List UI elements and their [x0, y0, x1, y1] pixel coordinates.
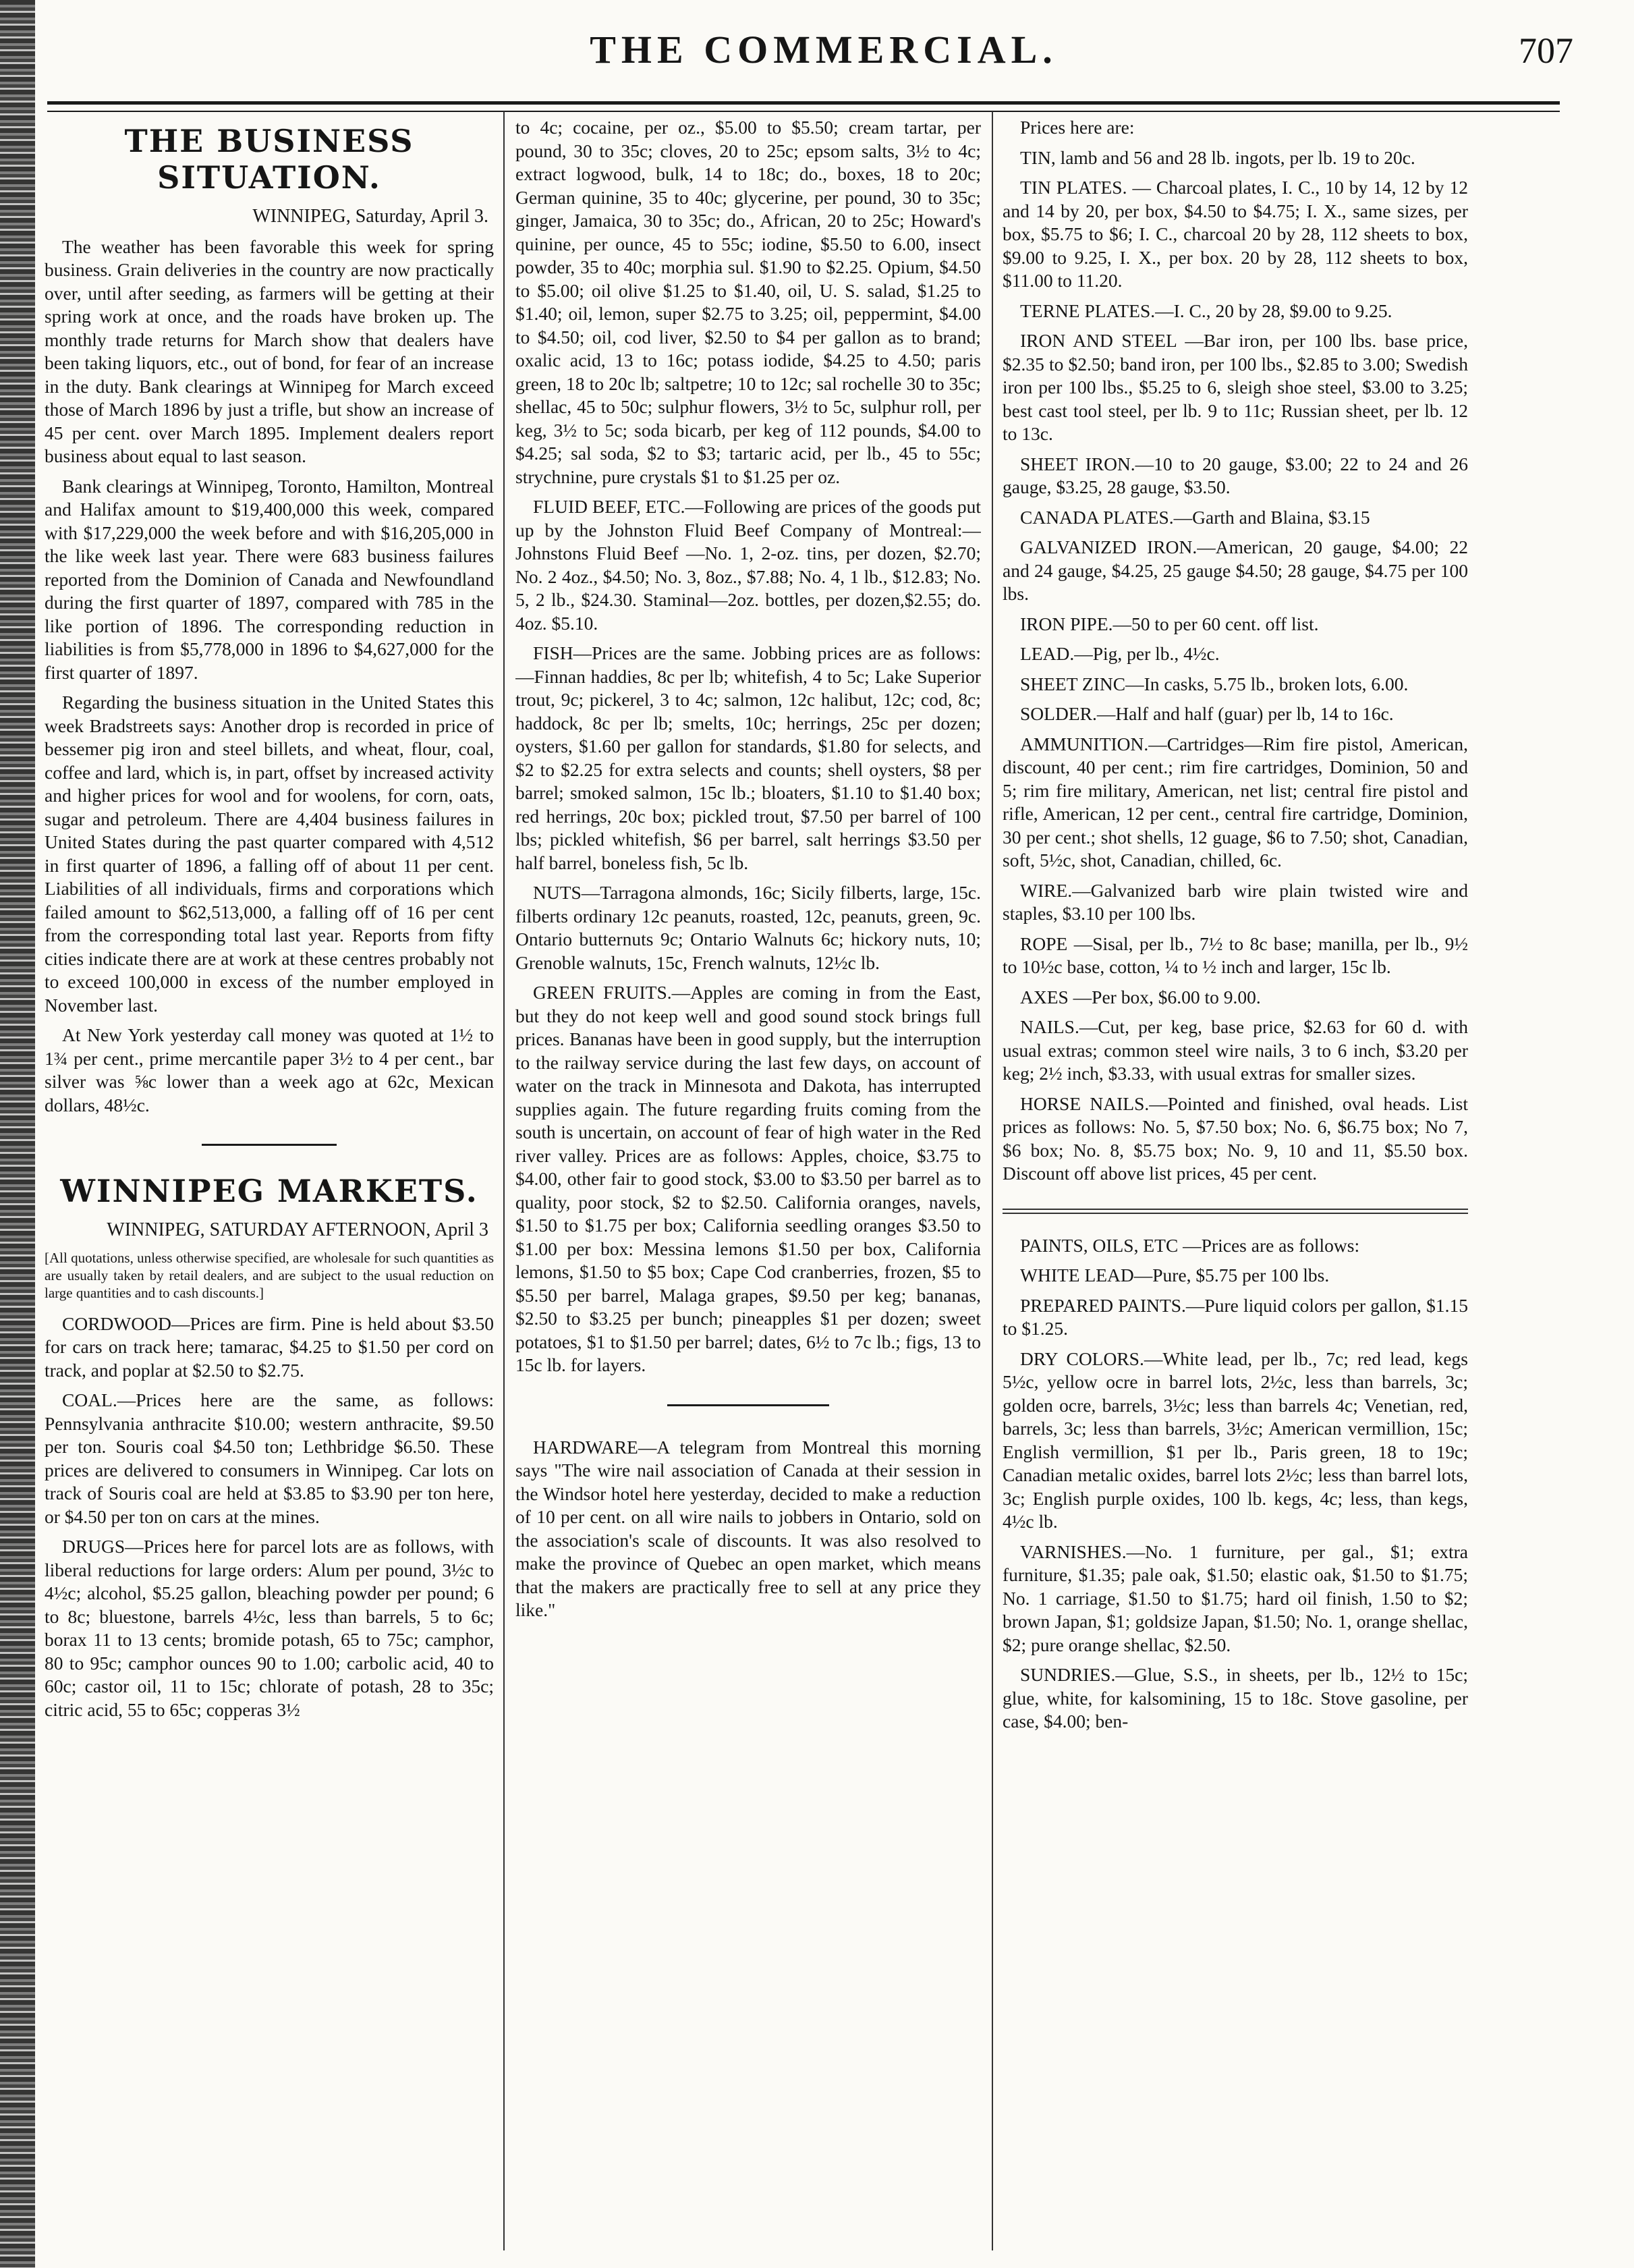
article-paragraph: The weather has been favorable this week for spring business. Grain deliveries in the country are now practically over, until after seeding, as farmers will be getting at their spring work at once, and the roads have broken up. The monthly trade returns for March show that dealers have been taking liquors, etc., out of bond, for fear of an increase in the duty. Bank clearings at Winnipeg for March exceed those of March 1896 by just a trifle, but show an increase of 45 per cent. over March 1895. Implement dealers report business about equal to last season.	[45, 236, 494, 466]
column-divider	[992, 111, 993, 2250]
market-paragraph: GALVANIZED IRON.—American, 20 gauge, $4.00; 22 and 24 gauge, $4.25, 25 gauge $4.50; 28 gauge, $4.75 per 100 lbs.	[1003, 536, 1468, 604]
market-paragraph: NUTS—Tarragona almonds, 16c; Sicily filberts, large, 15c. filberts ordinary 12c peanuts, roasted, 12c, peanuts, green, 9c. Ontario butternuts 9c; Ontario Walnuts 6c; hickory nuts, 10; Grenoble walnuts, 15c, French walnuts, 12½c lb.	[515, 882, 981, 973]
market-paragraph: PREPARED PAINTS.—Pure liquid colors per gallon, $1.15 to $1.25.	[1003, 1294, 1468, 1339]
market-paragraph: CORDWOOD—Prices are firm. Pine is held about $3.50 for cars on track here; tamarac, $4.25 to $1.50 per cord on track, and poplar at $2.50 to $2.75.	[45, 1312, 494, 1381]
market-paragraph: TERNE PLATES.—I. C., 20 by 28, $9.00 to 9.25.	[1020, 300, 1392, 321]
article-paragraph: At New York yesterday call money was quoted at 1½ to 1¾ per cent., prime mercantile paper 3½ to 4 per cent., bar silver was ⅝c lower than a week ago at 62c, Mexican dollars, 48½c.	[45, 1024, 494, 1115]
market-paragraph: ROPE —Sisal, per lb., 7½ to 8c base; manilla, per lb., 9½ to 10½c base, cotton, ¼ to ½ inch and larger, 15c lb.	[1003, 933, 1468, 977]
market-paragraph: NAILS.—Cut, per keg, base price, $2.63 for 60 d. with usual extras; common steel wire nails, 3 to 6 inch, $3.20 per keg; 2½ inch, $3.33, with usual extras for smaller sizes.	[1003, 1016, 1468, 1084]
article-paragraph: Bank clearings at Winnipeg, Toronto, Hamilton, Montreal and Halifax amount to $19,400,000 this week, compared with $17,229,000 the week before and with $16,205,000 in the like week last year. There were 683 business failures reported from the Dominion of Canada and Newfoundland during the first quarter of 1897, compared with 785 in the like portion of 1896. The corresponding reduction in liabilities is from $5,778,000 in 1896 to $4,627,000 for the first quarter of 1897.	[45, 475, 494, 683]
section-heading: THE BUSINESS SITUATION.	[124, 123, 414, 196]
market-paragraph: LEAD.—Pig, per lb., 4½c.	[1020, 643, 1220, 664]
masthead-rule	[47, 101, 1560, 112]
column-2	[515, 116, 981, 2242]
market-paragraph: SOLDER.—Half and half (guar) per lb, 14 to 16c.	[1020, 703, 1394, 724]
quotation-note: [All quotations, unless otherwise specified, are wholesale for such quantities as are usually taken by retail dealers, and are subject to the usual reduction on large quantities and to cash discounts.]	[45, 1249, 494, 1301]
column-divider	[503, 111, 505, 2250]
section-divider	[1003, 1209, 1468, 1214]
market-paragraph: AMMUNITION.—Cartridges—Rim fire pistol, American, discount, 40 per cent.; rim fire cartridges, Dominion, 50 and 5; rim fire military, American, net list; central fire pistol and rifle, American, 12 per cent., central fire cartridge, Dominion, 30 per cent.; shot shells, 12 guage, $6 to 7.50; shot, Canadian, soft, 5½c, shot, Canadian, chilled, 6c.	[1003, 733, 1468, 870]
market-paragraph: PAINTS, OILS, ETC —Prices are as follows:	[1020, 1234, 1360, 1256]
market-paragraph: COAL.—Prices here are the same, as follows: Pennsylvania anthracite $10.00; western anthracite, $9.50 per ton. Souris coal $4.50 ton; Lethbridge $6.50. These prices are delivered to consumers in Winnipeg. Car lots on track of Souris coal are held at $3.85 to $3.90 per ton here, or $4.50 per ton on cars at the mines.	[45, 1389, 494, 1527]
market-paragraph: to 4c; cocaine, per oz., $5.00 to $5.50; cream tartar, per pound, 30 to 35c; cloves, 20 to 25c; epsom salts, 3½ to 4c; extract logwood, bulk, 14 to 18c; do., boxes, 18 to 20c; German quinine, 35 to 40c; glycerine, per pound, 30 to 35c; ginger, Jamaica, 30 to 35c; do., African, 20 to 25c; Howard's quinine, per ounce, 45 to 55c; iodine, $5.50 to 6.00, insect powder, 35 to 40c; morphia sul. $1.90 to $2.25. Opium, $4.50 to $5.00; oil olive $1.25 to $1.40, oil, U. S. salad, $1.25 to $1.40; oil, lemon, super $2.75 to 3.25; oil, peppermint, $4.00 to $4.50; oil, cod liver, $2.50 to $4 per gallon as to brand; oxalic acid, 13 to 16c; potass iodide, $4.25 to 4.50; paris green, 18 to 20c lb; saltpetre; 10 to 12c; sal rochelle 30 to 35c; shellac, 45 to 50c; sulphur flowers, 3½ to 5c, sulphur roll, per keg, 3½ to 5c; soda bicarb, per keg of 112 pounds, $4.00 to $4.25; sal soda, $2 to $3; tartaric acid, per lb., 45 to 55c; strychnine, pure crystals $1 to $1.25 per oz.	[515, 117, 981, 487]
market-paragraph: SHEET ZINC—In casks, 5.75 lb., broken lots, 6.00.	[1020, 673, 1409, 694]
column-3	[1003, 116, 1468, 2242]
market-paragraph: DRY COLORS.—White lead, per lb., 7c; red lead, kegs 5½c, yellow ocre in barrel lots, 2½c, less than barrels, 3c; golden ocre, barrels, 3½c; less than barrels 4c; Venetian, red, barrels, 3c; less than barrels, 3½c; American vermillion, 15c; English vermillion, $1 per lb., Paris green, 18 to 19c; Canadian metalic oxides, barrel lots 2½c; less than barrel lots, 3c; English purple oxides, 100 lb. kegs, 4c; less, than kegs, 4½c lb.	[1003, 1348, 1468, 1532]
page-number: 707	[1519, 30, 1573, 71]
market-paragraph: Prices here are:	[1020, 117, 1135, 138]
market-paragraph: VARNISHES.—No. 1 furniture, per gal., $1; extra furniture, $1.35; pale oak, $1.50; elastic oak, $1.50 to $1.75; No. 1 carriage, $1.50 to $1.75; hard oil finish, 1.50 to $2; brown Japan, $1; goldsize Japan, $1.50; No. 1, orange shellac, $2; pure orange shellac, $2.50.	[1003, 1541, 1468, 1655]
section-heading: WINNIPEG MARKETS.	[60, 1173, 478, 1209]
market-paragraph: TIN PLATES. — Charcoal plates, I. C., 10 by 14, 12 by 12 and 14 by 20, per box, $4.50 to $4.75; I. X., same sizes, per box, $5.75 to $6; I. C., charcoal 20 by 28, 112 sheets to box, $9.00 to 9.25, I. X., per box. 20 by 28, 112 sheets to box, $11.00 to 11.20.	[1003, 177, 1468, 291]
market-paragraph: CANADA PLATES.—Garth and Blaina, $3.15	[1020, 506, 1370, 528]
article-paragraph: Regarding the business situation in the United States this week Bradstreets says: Another drop is recorded in price of bessemer pig iron and steel billets, and wheat, flour, coal, coffee and lard, which is, in part, offset by increased activity and higher prices for wool and for woolens, for corn, oats, sugar and petroleum. There are 4,404 business failures in United States during the past quarter compared with 4,512 in first quarter of 1896, a falling off of about 11 per cent. Liabilities of all individuals, firms and corporations which failed amount to $62,513,000, a falling off of 16 per cent from the corresponding total last year. Reports from fifty cities indicate there are at work at these centres probably not to exceed 100,000 in excess of the number employed in November last.	[45, 692, 494, 1016]
market-paragraph: FLUID BEEF, ETC.—Following are prices of the goods put up by the Johnston Fluid Beef Company of Montreal:—Johnstons Fluid Beef —No. 1, 2-oz. tins, per dozen, $2.70; No. 2 4oz., $4.50; No. 3, 8oz., $7.88; No. 4, 1 lb., $12.83; No. 5, 2 lb., $24.30. Staminal—2oz. bottles, per dozen,$2.55; do. 4oz. $5.10.	[515, 496, 981, 634]
market-paragraph: TIN, lamb and 56 and 28 lb. ingots, per lb. 19 to 20c.	[1020, 146, 1415, 168]
market-paragraph: WHITE LEAD—Pure, $5.75 per 100 lbs.	[1020, 1265, 1330, 1285]
dateline: WINNIPEG, Saturday, April 3.	[252, 206, 488, 227]
market-paragraph: SUNDRIES.—Glue, S.S., in sheets, per lb., 12½ to 15c; glue, white, for kalsomining, 15 to 18c. Stove gasoline, per case, $4.00; ben-	[1003, 1664, 1468, 1732]
market-paragraph: SHEET IRON.—10 to 20 gauge, $3.00; 22 to 24 and 26 gauge, $3.25, 28 gauge, $3.50.	[1003, 453, 1468, 497]
section-divider	[667, 1404, 829, 1406]
market-paragraph: DRUGS—Prices here for parcel lots are as follows, with liberal reductions for large orders: Alum per pound, 3½c to 4½c; alcohol, $5.25 gallon, bleaching powder per pound; 6 to 8c; bluestone, barrels 4½c, less than barrels, 5 to 6c; borax 11 to 13 cents; bromide potash, 65 to 75c; camphor, 80 to 95c; camphor ounces 90 to 1.00; carbolic acid, 40 to 60c; castor oil, 11 to 15c; chlorate of potash, 28 to 35c; citric acid, 55 to 65c; copperas 3½	[45, 1536, 494, 1720]
section-divider	[202, 1144, 337, 1146]
market-paragraph: HORSE NAILS.—Pointed and finished, oval heads. List prices as follows: No. 5, $7.50 box; No. 6, $6.75 box; No 7, $6 box; No. 8, $5.75 box; No. 9, 10 and 11, $5.50 box. Discount off above list prices, 45 per cent.	[1003, 1092, 1468, 1184]
market-paragraph: AXES —Per box, $6.00 to 9.00.	[1020, 986, 1261, 1007]
masthead	[40, 27, 1607, 108]
market-paragraph: GREEN FRUITS.—Apples are coming in from the East, but they do not keep well and good sound stock brings full prices. Bananas have been in good supply, but the interruption to the railway service during the last few days, on account of water on the track in Minnesota and Dakota, has interrupted supplies again. The future regarding fruits coming from the south is uncertain, on account of fear of high water in the Red river valley. Prices are as follows: Apples, choice, $3.75 to $4.00, other fair to good stock, $3.00 to $3.50 per barrel as to quality, poor stock, $2 to $2.50. California oranges, navels, $1.50 to $1.75 per box; California seedling oranges $3.50 to $1.00 per box: Messina lemons $1.50 per box, California lemons, $1.50 to $5 box; Cape Cod cranberries, frozen, $5 to $5.50 per barrel, Malaga grapes, $9.50 per keg; bananas, $2.50 to $3.25 per bunch; pineapples $1 per dozen; sweet potatoes, $1 to $1.50 per barrel; dates, 6½ to 7c lb.; figs, 13 to 15c lb. for layers.	[515, 982, 981, 1375]
market-paragraph: FISH—Prices are the same. Jobbing prices are as follows:—Finnan haddies, 8c per lb; whitefish, 4 to 5c; Lake Superior trout, 9c; pickerel, 3 to 4c; salmon, 12c halibut, 12c; cod, 8c; haddock, 8c per lb; smelts, 10c; herrings, 25c per dozen; oysters, $1.60 per gallon for standards, $1.80 for selects, and $2 to $2.25 for extra selects and counts; shell oysters, $8 per barrel; smoked salmon, 15c lb.; bloaters, $1.10 to $1.40 box; red herrings, 20c box; pickled trout, $7.50 per barrel of 100 lbs; pickled whitefish, $6 per barrel, salt herrings $3.50 per half barrel, boneless fish, 5c lb.	[515, 642, 981, 873]
market-paragraph: HARDWARE—A telegram from Montreal this morning says "The wire nail association of Canada at their session in the Windsor hotel here yesterday, decided to make a reduction of 10 per cent. on all wire nails to jobbers in Ontario, sold on the association's scale of discounts. It was also resolved to make the province of Quebec an open market, which means that the makers are practically free to sell at any price they like."	[515, 1436, 981, 1620]
newspaper-title: THE COMMERCIAL.	[590, 28, 1058, 72]
column-1	[45, 116, 494, 2242]
page-binding-edge	[0, 0, 35, 2268]
market-paragraph: WIRE.—Galvanized barb wire plain twisted wire and staples, $3.10 per 100 lbs.	[1003, 879, 1468, 924]
dateline: WINNIPEG, SATURDAY AFTERNOON, April 3	[107, 1219, 488, 1240]
market-paragraph: IRON AND STEEL —Bar iron, per 100 lbs. base price, $2.35 to $2.50; band iron, per 100 lbs., $2.85 to 3.00; Swedish iron per 100 lbs., $5.25 to 6, sleigh shoe steel, $3.00 to 3.25; best cast tool steel, per lb. 9 to 11c; Russian sheet, per lb. 12 to 13c.	[1003, 330, 1468, 444]
market-paragraph: IRON PIPE.—50 to per 60 cent. off list.	[1020, 613, 1319, 634]
